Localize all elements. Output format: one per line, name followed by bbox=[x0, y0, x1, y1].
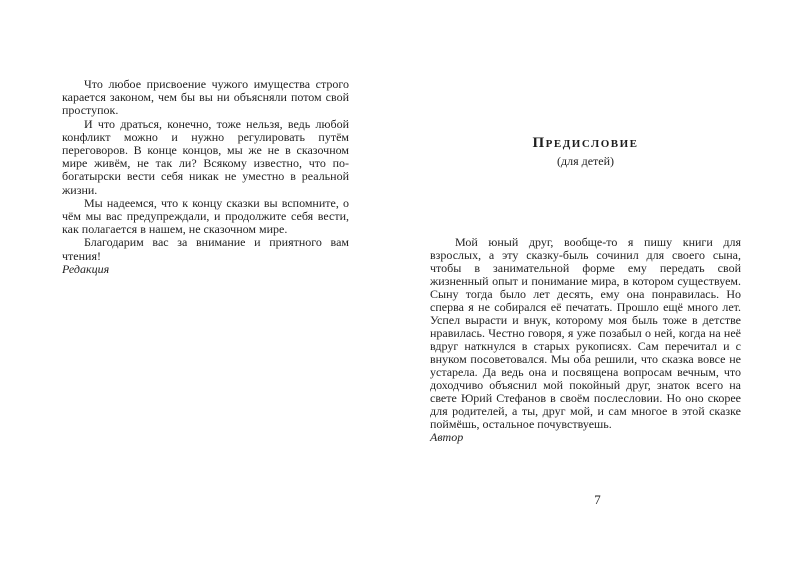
right-paragraph-1: Мой юный друг, вообще-то я пишу книги для взрослых, а эту сказку-быль сочинил для своего сына, чтобы в занимательной форме ему передать свой жизненный опыт и понимание мира, в котором существуем. Сыну тогда было лет десять, ему она понравилась. Но сперва я не собирался её печатать. Прошло ещё много лет. Успел вырасти и внук, которому моя быль тоже в детстве нравилась. Честно говоря, я уже позабыл о ней, когда на неё вдруг наткнулся в старых рукописях. Сам перечитал и с внуком посоветовался. Мы оба решили, что сказка вовсе не устарела. Да ведь она и посвящена вопросам вечным, что доходчиво объяснил мой покойный друг, знаток всего на свете Юрий Стефанов в своём послесловии. Но оно скорее для родителей, а ты, друг мой, и сам многое в этой сказке поймёшь, остальное почувствуешь. bbox=[430, 235, 741, 431]
left-paragraph-2: И что драться, конечно, тоже нельзя, ведь любой конфликт можно и нужно регулировать путём переговоров. В конце концов, мы же не в сказочном мире живём, не так ли? Всякому известно, что по-богатырски вести себя никак не уместно в реальной жизни. bbox=[62, 116, 349, 197]
left-paragraph-3: Мы надеемся, что к концу сказки вы вспомните, о чём мы вас предупреждали, и продолжите себя вести, как полагается в нашем, не сказочном мире. bbox=[62, 195, 349, 237]
left-page bbox=[62, 78, 349, 276]
author-signature: Автор bbox=[430, 430, 464, 444]
preface-body bbox=[430, 236, 741, 444]
editorial-signature: Редакция bbox=[62, 261, 110, 276]
preface-subtitle: (для детей) bbox=[556, 154, 615, 168]
right-page bbox=[430, 0, 741, 565]
page-number: 7 bbox=[594, 492, 601, 507]
left-paragraph-4: Благодарим вас за внимание и приятного вам чтения! bbox=[62, 235, 349, 263]
left-paragraph-1: Что любое присвоение чужого имущества строго карается законом, чем бы вы ни объясняли потом свой проступок. bbox=[62, 77, 349, 118]
preface-title: Предисловие bbox=[532, 135, 639, 151]
